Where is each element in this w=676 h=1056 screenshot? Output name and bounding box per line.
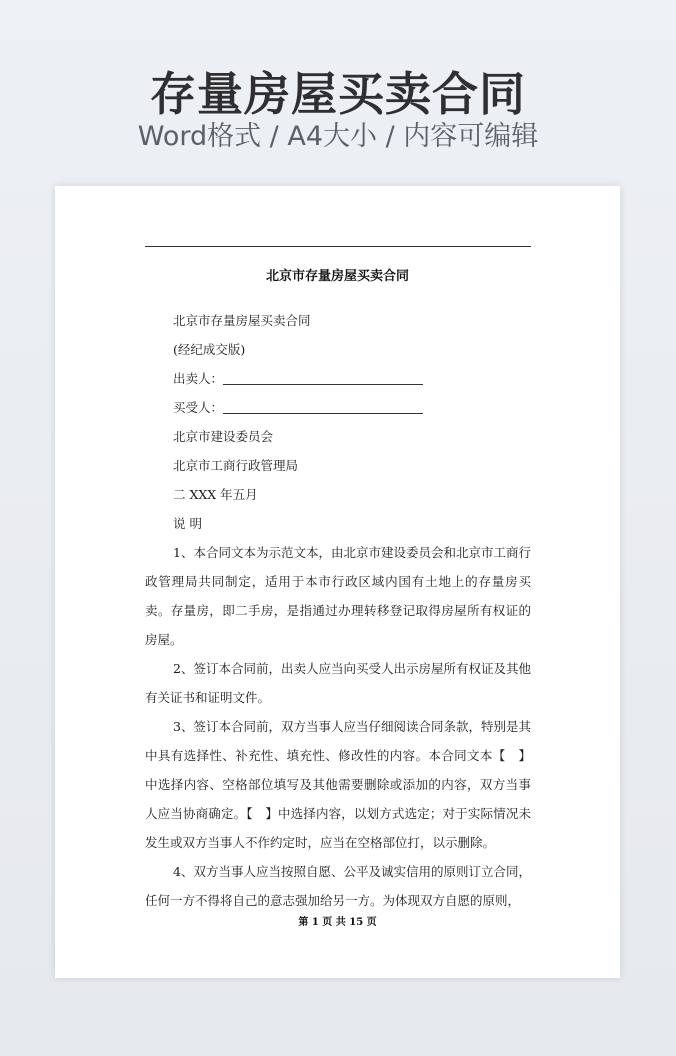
paragraph: 4、双方当事人应当按照自愿、公平及诚实信用的原则订立合同，任何一方不得将自己的意志强加给另一方。为体现双方自愿的原则， [145,864,531,908]
buyer-blank[interactable] [223,399,423,414]
paragraph-list [145,538,531,915]
buyer-label: 买受人： [173,400,224,415]
edition-line: (经纪成交版) [173,342,246,357]
paragraph: 2、签订本合同前，出卖人应当向买受人出示房屋所有权证及其他有关证书和证明文件。 [145,661,531,705]
contract-name-line: 北京市存量房屋买卖合同 [173,313,311,328]
seller-blank[interactable] [223,370,423,385]
header-rule [145,246,531,247]
page-number-footer: 第 1 页 共 15 页 [298,917,377,928]
section-heading: 说 明 [173,516,202,531]
document-title: 北京市存量房屋买卖合同 [265,269,409,284]
document-body [145,306,531,915]
issuer-line-2: 北京市工商行政管理局 [173,458,299,473]
issuer-line-1: 北京市建设委员会 [173,429,274,444]
seller-label: 出卖人： [173,371,224,386]
paragraph: 1、本合同文本为示范文本，由北京市建设委员会和北京市工商行政管理局共同制定，适用于本市行政区域内国有土地上的存量房买卖。存量房，即二手房，是指通过办理转移登记取得房屋所有权证的房屋。 [145,545,531,647]
seller-line [145,364,531,393]
document-page [55,186,620,978]
date-line: 二 XXX 年五月 [173,487,258,502]
buyer-line [145,393,531,422]
banner-title: 存量房屋买卖合同 [150,67,526,121]
paragraph: 3、签订本合同前，双方当事人应当仔细阅读合同条款，特别是其中具有选择性、补充性、填充性、修改性的内容。本合同文本【 】中选择内容、空格部位填写及其他需要删除或添加的内容，双方当事人应当协商确定。【 】中选择内容，以划方式选定；对于实际情况未发生或双方当事人不作约定时，应当在空格部位打，以示删除。 [145,719,531,850]
banner-subtitle: Word格式 / A4大小 / 内容可编辑 [137,121,539,152]
